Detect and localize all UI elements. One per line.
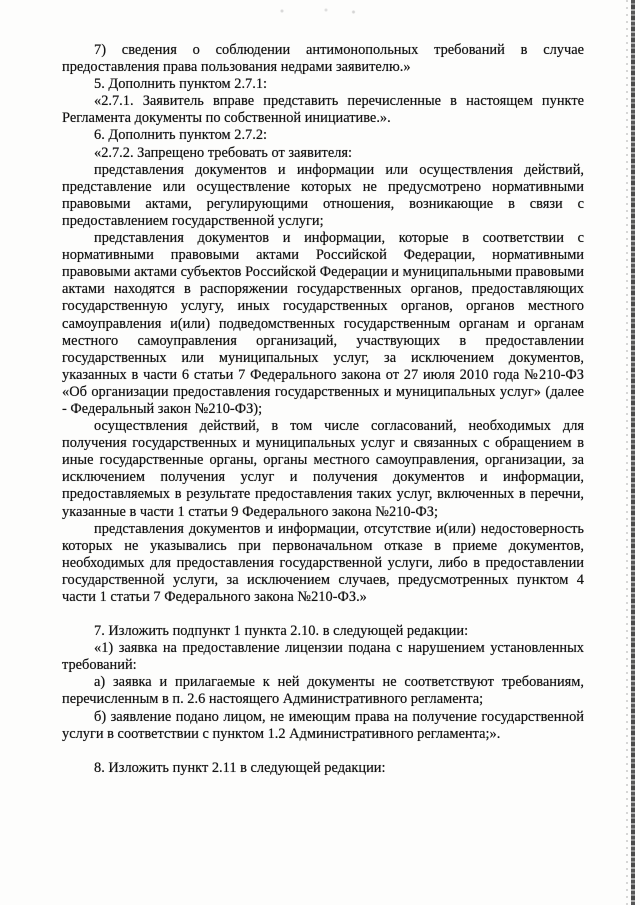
paragraph: «2.7.2. Запрещено требовать от заявителя: — [94, 144, 353, 161]
paragraph: представления документов и информации, которые в соответствии с нормативными правовыми актами Российской Федерации, нормативными правовыми актами субъектов Российской Федерации и муниципальными правовыми актами находятся в распоряжении государственных органов, предоставляющих государственную услугу, иных государственных органов, органов местного самоуправления и(или) подведомственных государственным органам и органам местного самоуправления организаций, участвующих в предоставлении государственных или муниципальных услуг, за исключением документов, указанных в части 6 статьи 7 Федерального закона от 27 июля 2010 года №210-ФЗ «Об организации предоставления государственных и муниципальных услуг» (далее - Федеральный закон №210-ФЗ); — [62, 230, 584, 417]
paragraph: 8. Изложить пункт 2.11 в следующей редакции: — [94, 759, 386, 776]
paragraph: 7) сведения о соблюдении антимонопольных требований в случае предоставления права пользования недрами заявителю.» — [62, 42, 584, 76]
paragraph: осуществления действий, в том числе согласований, необходимых для получения государственных и муниципальных услуг и связанных с обращением в иные государственные органы, органы местного самоуправления, организации, за исключением получения услуг и получения документов и информации, предоставляемых в результате предоставления таких услуг, включенных в перечни, указанные в части 1 статьи 9 Федерального закона №210-ФЗ; — [62, 418, 584, 520]
scan-artifact — [260, 6, 370, 16]
scan-edge-shadow — [631, 0, 635, 905]
paragraph: б) заявление подано лицом, не имеющим права на получение государственной услуги в соответствии с пунктом 1.2 Административного регламента;». — [62, 708, 584, 742]
paragraph: «1) заявка на предоставление лицензии подана с нарушением установленных требований: — [62, 640, 584, 674]
paragraph: «2.7.1. Заявитель вправе представить перечисленные в настоящем пункте Регламента документы по собственной инициативе.». — [62, 93, 584, 127]
paragraph: представления документов и информации или осуществления действий, представление или осуществление которых не предусмотрено нормативными правовыми актами, регулирующими отношения, возникающие в связи с предоставлением государственной услуги; — [62, 161, 584, 229]
paragraph: представления документов и информации, отсутствие и(или) недостоверность которых не указывались при первоначальном отказе в приеме документов, необходимых для предоставления государственной услуги, либо в предоставлении государственной услуги, за исключением случаев, предусмотренных пунктом 4 части 1 статьи 7 Федерального закона №210-ФЗ.» — [62, 520, 584, 605]
document-body — [62, 42, 584, 777]
paragraph: а) заявка и прилагаемые к ней документы не соответствуют требованиям, перечисленным в п. 2.6 настоящего Административного регламента; — [62, 674, 584, 708]
scan-edge-shadow — [626, 0, 628, 905]
paragraph: 5. Дополнить пунктом 2.7.1: — [94, 76, 268, 93]
paragraph: 6. Дополнить пунктом 2.7.2: — [94, 127, 268, 144]
paragraph: 7. Изложить подпункт 1 пункта 2.10. в следующей редакции: — [94, 623, 469, 640]
